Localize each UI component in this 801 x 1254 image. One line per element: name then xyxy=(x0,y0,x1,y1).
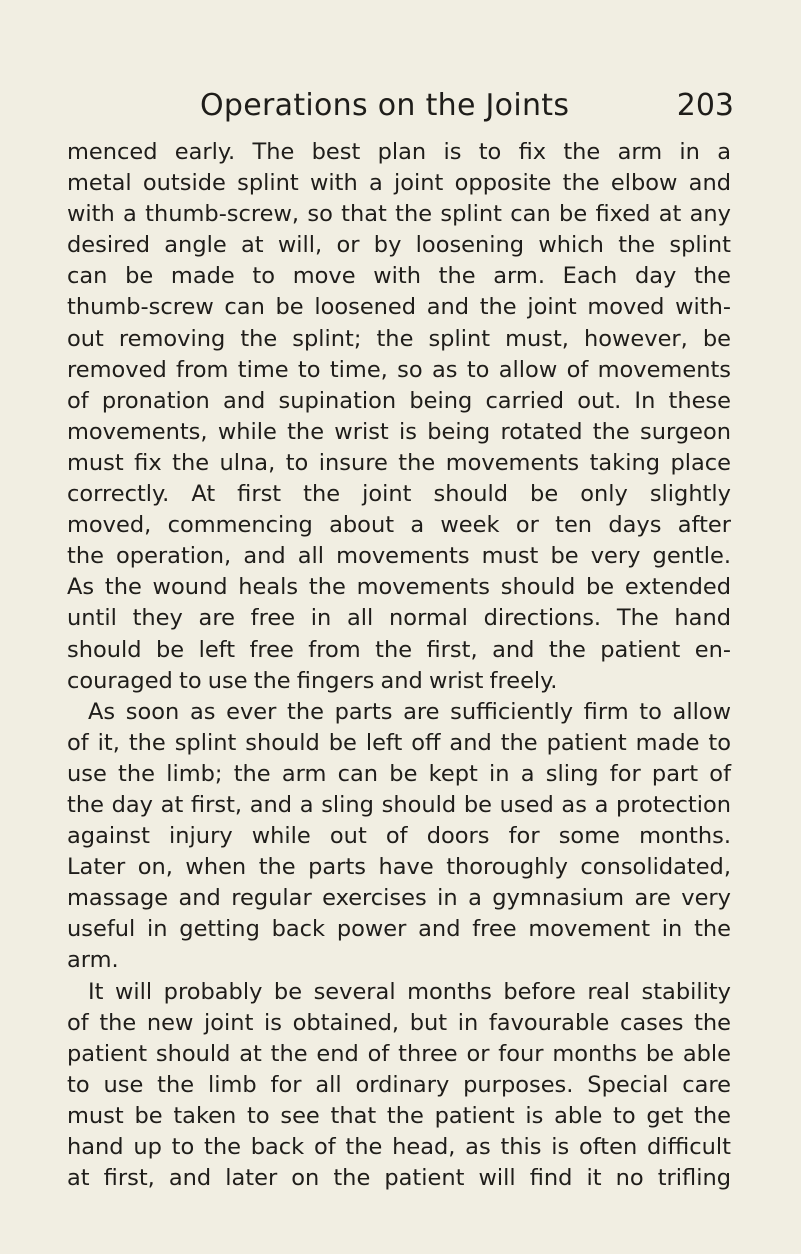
text-line: useful in getting back power and free movement in the xyxy=(67,916,731,943)
text-line: correctly. At first the joint should be only slightly xyxy=(67,481,731,508)
text-line: the operation, and all movements must be very gentle. xyxy=(67,543,731,570)
text-line: moved, commencing about a week or ten days after xyxy=(67,512,731,539)
page-header xyxy=(67,84,734,128)
page-number: 203 xyxy=(676,88,734,123)
text-line: As the wound heals the movements should be extended xyxy=(67,574,731,601)
text-line: As soon as ever the parts are sufficiently firm to allow xyxy=(88,698,731,725)
text-line: patient should at the end of three or four months be able xyxy=(67,1040,731,1067)
text-line: must be taken to see that the patient is able to get the xyxy=(67,1102,731,1129)
text-line: menced early. The best plan is to fix the arm in a xyxy=(67,139,731,165)
text-line: couraged to use the fingers and wrist freely. xyxy=(67,667,558,694)
text-line: out removing the splint; the splint must, however, be xyxy=(67,325,731,352)
text-line: should be left free from the first, and the patient en- xyxy=(67,636,731,663)
text-line: must fix the ulna, to insure the movements taking place xyxy=(67,449,731,476)
text-line: removed from time to time, so as to allow of movements xyxy=(67,356,731,383)
body-text xyxy=(67,137,731,1194)
running-title: Operations on the Joints xyxy=(200,88,570,123)
text-line: arm. xyxy=(67,947,119,974)
text-line: with a thumb-screw, so that the splint can be fixed at any xyxy=(67,201,731,228)
text-line: of the new joint is obtained, but in favourable cases the xyxy=(67,1009,731,1036)
text-line: Later on, when the parts have thoroughly consolidated, xyxy=(67,854,731,881)
text-line: movements, while the wrist is being rotated the surgeon xyxy=(67,418,731,445)
text-line: use the limb; the arm can be kept in a sling for part of xyxy=(67,760,731,787)
text-line: massage and regular exercises in a gymnasium are very xyxy=(67,885,731,912)
text-line: can be made to move with the arm. Each day the xyxy=(67,263,731,290)
text-line: desired angle at will, or by loosening which the splint xyxy=(67,232,731,259)
text-line: until they are free in all normal directions. The hand xyxy=(67,605,731,632)
text-line: It will probably be several months before real stability xyxy=(88,978,731,1005)
text-line: of it, the splint should be left off and the patient made to xyxy=(67,729,731,756)
text-line: thumb-screw can be loosened and the joint moved with- xyxy=(67,294,731,321)
text-line: metal outside splint with a joint opposite the elbow and xyxy=(67,170,731,197)
text-line: at first, and later on the patient will find it no trifling xyxy=(67,1165,731,1192)
text-line: of pronation and supination being carried out. In these xyxy=(67,387,731,414)
text-line: the day at first, and a sling should be used as a protection xyxy=(67,791,731,818)
text-line: hand up to the back of the head, as this is often difficult xyxy=(67,1134,731,1160)
text-line: to use the limb for all ordinary purposes. Special care xyxy=(67,1071,731,1098)
text-line: against injury while out of doors for some months. xyxy=(67,823,731,850)
